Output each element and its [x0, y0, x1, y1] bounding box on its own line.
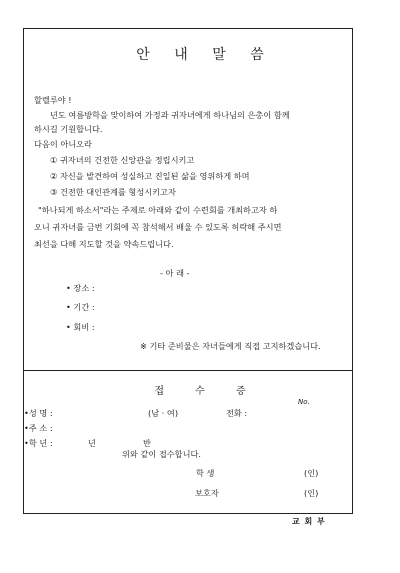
purpose-lead: 다음이 아니오라: [34, 139, 92, 149]
name-label: •성 명 :: [24, 408, 53, 418]
invite-line-1: "하나되게 하소서"라는 주제로 아래와 같이 수련회를 개최하고자 하: [38, 205, 278, 215]
detail-location: • 장소 :: [66, 283, 95, 293]
address-label: •주 소 :: [24, 423, 53, 433]
intro-line-2: 하시길 기원합니다.: [34, 124, 103, 134]
purpose-item-3: ③ 건전한 대인관계를 형성시키고자: [50, 187, 176, 197]
purpose-item-1: ① 귀자녀의 건전한 신앙관을 정립시키고: [50, 155, 195, 165]
grade-label: •학 년 :: [24, 438, 53, 448]
church-department-label: 교 회 부: [292, 517, 326, 526]
detail-period: • 기간 :: [66, 302, 95, 312]
invite-line-3: 최선을 다해 지도할 것을 약속드립니다.: [34, 239, 174, 249]
guardian-seal: (인): [304, 488, 319, 498]
class-unit: 반: [143, 438, 151, 448]
intro-line-1: 년도 여름방학을 맞이하여 가정과 귀자녀에게 하나님의 은총이 함께: [50, 110, 290, 120]
greeting: 할렐루야 !: [34, 95, 72, 105]
invite-line-2: 오니 귀자녀를 금번 기회에 꼭 참석해서 배울 수 있도록 허락해 주시면: [34, 222, 282, 232]
student-label: 학 생: [196, 468, 215, 478]
purpose-item-2: ② 자신을 발견하여 성실하고 진일된 삶을 영위하게 하며: [50, 171, 250, 181]
receipt-divider: [23, 370, 353, 371]
student-seal: (인): [304, 468, 319, 478]
gender-label: (남 · 여): [148, 408, 179, 418]
guardian-label: 보호자: [195, 488, 219, 498]
confirm-text: 위와 같이 접수합니다.: [122, 449, 201, 459]
receipt-number-label: No.: [298, 398, 310, 406]
notice-title: 안 내 말 씀: [136, 47, 274, 63]
details-heading: - 아 래 -: [160, 268, 190, 278]
phone-label: 전화 :: [226, 408, 248, 418]
detail-fee: • 회비 :: [66, 322, 95, 332]
year-unit: 년: [88, 438, 96, 448]
receipt-title: 접 수 증: [154, 386, 260, 397]
supplies-note: ※ 기타 준비물은 자녀들에게 직접 고지하겠습니다.: [140, 341, 321, 351]
